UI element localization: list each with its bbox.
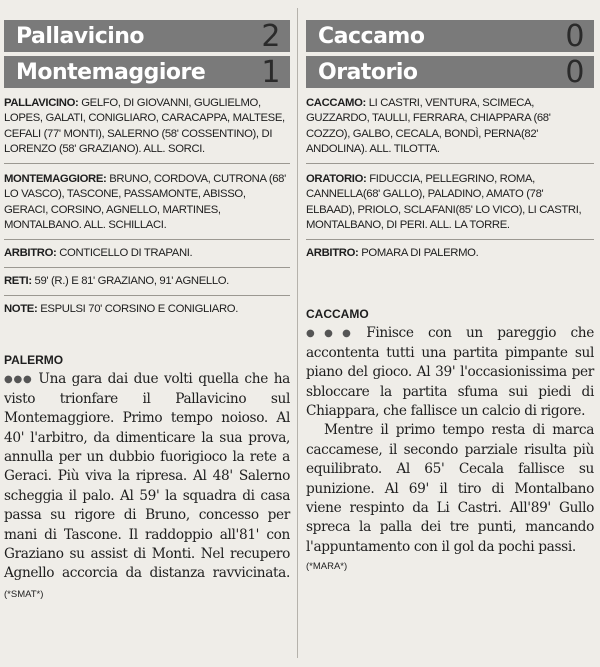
goals-line xyxy=(4,268,290,295)
away-team-score: 0 xyxy=(565,54,584,90)
notes-label: NOTE: xyxy=(4,303,38,316)
referee-label: ARBITRO: xyxy=(306,247,359,260)
home-lineup-players: GELFO, DI GIOVANNI, GUGLIELMO, LOPES, GALATI, CONIGLIARO, CARACAPPA, MALTESE, CEFALI (77' MONTI), SALERNO (58' COSSENTINO), DI LORENZO (58' GRAZIANO). ALL. SORCI. xyxy=(4,97,285,155)
home-team-name: Pallavicino xyxy=(16,23,145,49)
away-team-bar xyxy=(306,56,594,88)
referee-name: POMARA DI PALERMO. xyxy=(361,247,479,260)
report-text: Una gara dai due volti quella che ha visto trionfare il Pallavicino sul Montemaggiore. Primo tempo noioso. Al 40' l'arbitro, da dimenticare la sua prova, annulla per un dubbio fuorigioco la rete a Geraci. Più viva la ripresa. Al 48' Salerno scheggia il palo. Al 59' la squadra di casa passa su rigore di Bruno, concesso per mani di Tascone. Il raddoppio all'81' con Graziano su assist di Monti. Nel recupero Agnello accorcia da distanza ravvicinata. xyxy=(4,371,290,582)
goals-text: 59' (R.) E 81' GRAZIANO, 91' AGNELLO. xyxy=(34,275,229,288)
report-city: CACCAMO xyxy=(306,307,369,322)
home-lineup-players: LI CASTRI, VENTURA, SCIMECA, GUZZARDO, TAULLI, FERRARA, CHIAPPARA (68' COZZO), GALBO, CECALA, BONDÌ, PERNA(82' ANDOLINA). ALL. TILOTTA. xyxy=(306,97,551,155)
away-team-name: Montemaggiore xyxy=(16,59,206,85)
away-lineup-players: BRUNO, CORDOVA, CUTRONA (68' LO VASCO), TASCONE, PASSAMONTE, ABISSO, GERACI, CORSINO, AGNELLO, MARTINES, MONTALBANO. ALL. SCHILLACI. xyxy=(4,173,286,232)
report-byline: (*SMAT*) xyxy=(4,588,44,600)
away-team-name: Oratorio xyxy=(318,59,418,85)
home-team-name: Caccamo xyxy=(318,23,425,49)
notes-line xyxy=(4,296,290,323)
referee-label: ARBITRO: xyxy=(4,247,57,260)
home-team-bar xyxy=(306,20,594,52)
away-lineup xyxy=(306,164,594,239)
column-divider xyxy=(297,8,298,658)
referee-name: CONTICELLO DI TRAPANI. xyxy=(59,247,193,260)
home-lineup xyxy=(4,88,290,163)
home-team-score: 2 xyxy=(261,18,280,54)
goals-label: RETI: xyxy=(4,275,32,288)
match-pallavicino-montemaggiore xyxy=(4,0,290,604)
bullet-dots-icon: ●●● xyxy=(306,328,361,340)
away-lineup xyxy=(4,164,290,239)
referee-line xyxy=(306,240,594,267)
report-city: PALERMO xyxy=(4,353,64,368)
match-caccamo-oratorio xyxy=(306,0,594,572)
match-report xyxy=(4,370,290,604)
home-lineup-label: CACCAMO: xyxy=(306,97,366,109)
home-team-bar xyxy=(4,20,290,52)
notes-text: ESPULSI 70' CORSINO E CONIGLIARO. xyxy=(40,303,238,316)
away-team-bar xyxy=(4,56,290,88)
match-report xyxy=(306,324,594,557)
away-lineup-players: FIDUCCIA, PELLEGRINO, ROMA, CANNELLA(68' GALLO), PALADINO, AMATO (78' ELBAAD), PRIOLO, SCLAFANI(85' LO VICO), LI CASTRI, MONTALBANO, DI PERI. ALL. LA TORRE. xyxy=(306,173,582,232)
home-team-score: 0 xyxy=(565,18,584,54)
report-text-paragraph-1: Finisce con un pareggio che accontenta tutti una partita pimpante sul piano del gioco. Al 39' l'occasionissima per sbloccare la partita sfuma sui piedi di Chiappara, che fallisce un calcio di rigore. xyxy=(306,325,595,419)
bullet-dots-icon: ●●● xyxy=(4,374,33,386)
away-lineup-label: MONTEMAGGIORE: xyxy=(4,173,107,186)
report-byline: (*MARA*) xyxy=(306,561,348,573)
away-lineup-label: ORATORIO: xyxy=(306,173,367,186)
away-team-score: 1 xyxy=(261,54,280,90)
home-lineup-label: PALLAVICINO: xyxy=(4,97,79,109)
referee-line xyxy=(4,240,290,267)
report-text-paragraph-2: Mentre il primo tempo resta di marca caccamese, il secondo parziale risulta più equilibrato. Al 65' Cecala fallisce su punizione. Al 69' il tiro di Montalbano viene respinto da Li Castri. All'89' Gullo spreca la palla dei tre punti, mancando l'appuntamento con il gol da pochi passi. xyxy=(306,422,594,555)
home-lineup xyxy=(306,88,594,163)
